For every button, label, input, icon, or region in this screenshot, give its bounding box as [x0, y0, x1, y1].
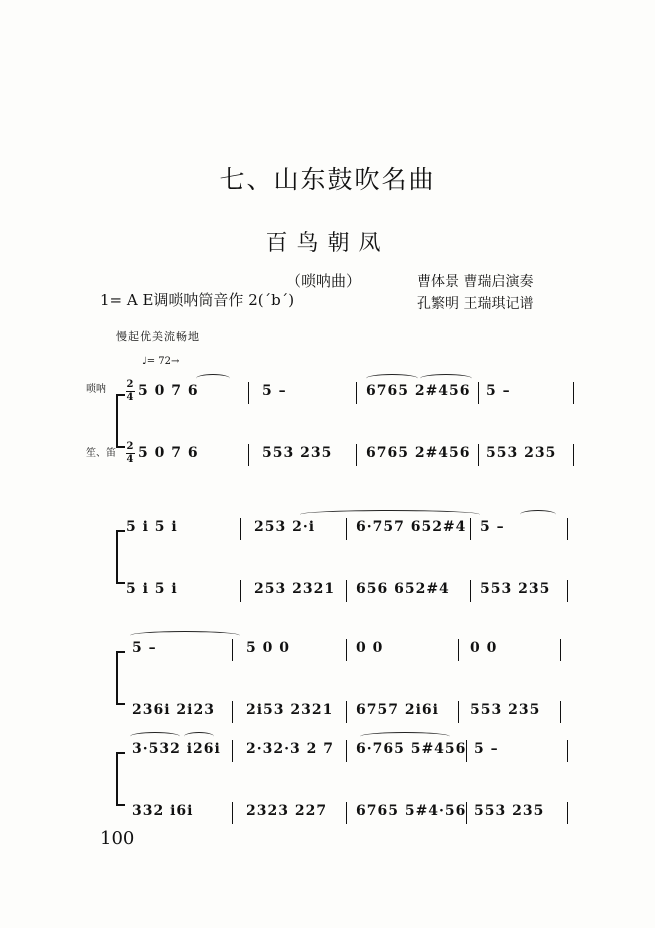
- barline: [567, 518, 568, 540]
- barline: [458, 639, 459, 661]
- measure: 553 235: [470, 702, 541, 718]
- measure: 6765 2#456: [366, 383, 471, 399]
- slur-mark: [196, 374, 230, 383]
- barline: [346, 701, 347, 723]
- section-title: 七、山东鼓吹名曲: [219, 165, 436, 194]
- measure: 6765 2#456: [366, 445, 471, 461]
- barline: [240, 580, 241, 602]
- staff-line-suona: [0, 637, 655, 661]
- key-signature: 1= A E调唢呐筒音作 2(ˊbˊ): [100, 291, 295, 309]
- staff-line-sheng-di: [0, 578, 655, 602]
- measure: 6·765 5#456: [356, 741, 467, 757]
- measure: 656 652#4: [356, 581, 450, 597]
- barline: [466, 802, 467, 824]
- barline: [567, 802, 568, 824]
- barline: [232, 639, 233, 661]
- measure: 5 –: [132, 640, 157, 656]
- barline: [470, 518, 471, 540]
- measure: 0 0: [356, 640, 384, 656]
- barline: [346, 518, 347, 540]
- barline: [478, 382, 479, 404]
- instrument-label-suona: 唢呐: [86, 384, 106, 395]
- barline: [466, 740, 467, 762]
- staff-line-sheng-di: [0, 442, 655, 466]
- measure: 5 i 5 i: [126, 519, 178, 535]
- measure: 253 2·i: [254, 519, 316, 535]
- barline: [470, 580, 471, 602]
- measure: 5 i 5 i: [126, 581, 178, 597]
- measure: 6·757 652#4: [356, 519, 467, 535]
- staff-line-suona: [0, 738, 655, 762]
- measure: 5 –: [486, 383, 511, 399]
- time-signature: 2 4: [126, 441, 134, 465]
- barline: [232, 802, 233, 824]
- barline: [573, 382, 574, 404]
- slur-mark: [366, 374, 418, 383]
- slur-mark: [360, 732, 450, 741]
- barline: [232, 701, 233, 723]
- barline: [346, 639, 347, 661]
- transcribers: 孔繁明 王瑞琪记谱: [417, 296, 534, 312]
- piece-title: 百鸟朝凤: [265, 231, 390, 256]
- barline: [346, 802, 347, 824]
- measure: 5 –: [262, 383, 287, 399]
- measure: 553 235: [486, 445, 557, 461]
- measure: 2·32·3 2 7: [246, 741, 334, 757]
- barline: [240, 518, 241, 540]
- barline: [567, 580, 568, 602]
- measure: 253 2321: [254, 581, 336, 597]
- measure: 332 i6i: [132, 803, 194, 819]
- expression-marking: 慢起优美流畅地: [116, 330, 200, 343]
- subtitle: （唢呐曲）: [286, 272, 362, 290]
- measure: 553 235: [480, 581, 551, 597]
- barline: [248, 444, 249, 466]
- slur-mark: [130, 732, 180, 741]
- slur-mark: [184, 732, 214, 741]
- measure: 3·532 i26i: [132, 741, 221, 757]
- barline: [346, 580, 347, 602]
- measure: 5 0 0: [246, 640, 290, 656]
- measure: 5 0 7 6: [138, 383, 199, 399]
- barline: [346, 740, 347, 762]
- tempo-marking: ♩= 72→: [142, 356, 180, 367]
- measure: 5 –: [480, 519, 505, 535]
- staff-line-suona: [0, 380, 655, 404]
- slur-mark: [130, 631, 240, 640]
- measure: 236i 2i23: [132, 702, 215, 718]
- measure: 2323 227: [246, 803, 328, 819]
- barline: [356, 444, 357, 466]
- barline: [567, 740, 568, 762]
- measure: 5 0 7 6: [138, 445, 199, 461]
- measure: 2i53 2321: [246, 702, 334, 718]
- barline: [232, 740, 233, 762]
- staff-line-sheng-di: [0, 800, 655, 824]
- instrument-label-sheng-di: 笙、笛: [86, 448, 116, 459]
- measure: 553 235: [262, 445, 333, 461]
- slur-mark: [520, 510, 556, 519]
- barline: [560, 701, 561, 723]
- barline: [248, 382, 249, 404]
- staff-line-suona: [0, 516, 655, 540]
- slur-mark: [420, 374, 472, 383]
- measure: 6757 2i6i: [356, 702, 439, 718]
- measure: 6765 5#4·56: [356, 803, 467, 819]
- barline: [458, 701, 459, 723]
- barline: [573, 444, 574, 466]
- slur-mark: [300, 510, 480, 519]
- measure: 0 0: [470, 640, 498, 656]
- barline: [560, 639, 561, 661]
- performers: 曹体景 曹瑞启演奏: [417, 274, 534, 290]
- measure: 553 235: [474, 803, 545, 819]
- staff-line-sheng-di: [0, 699, 655, 723]
- barline: [356, 382, 357, 404]
- barline: [478, 444, 479, 466]
- measure: 5 –: [474, 741, 499, 757]
- time-signature: 2 4: [126, 379, 134, 403]
- page-number: 100: [100, 828, 135, 849]
